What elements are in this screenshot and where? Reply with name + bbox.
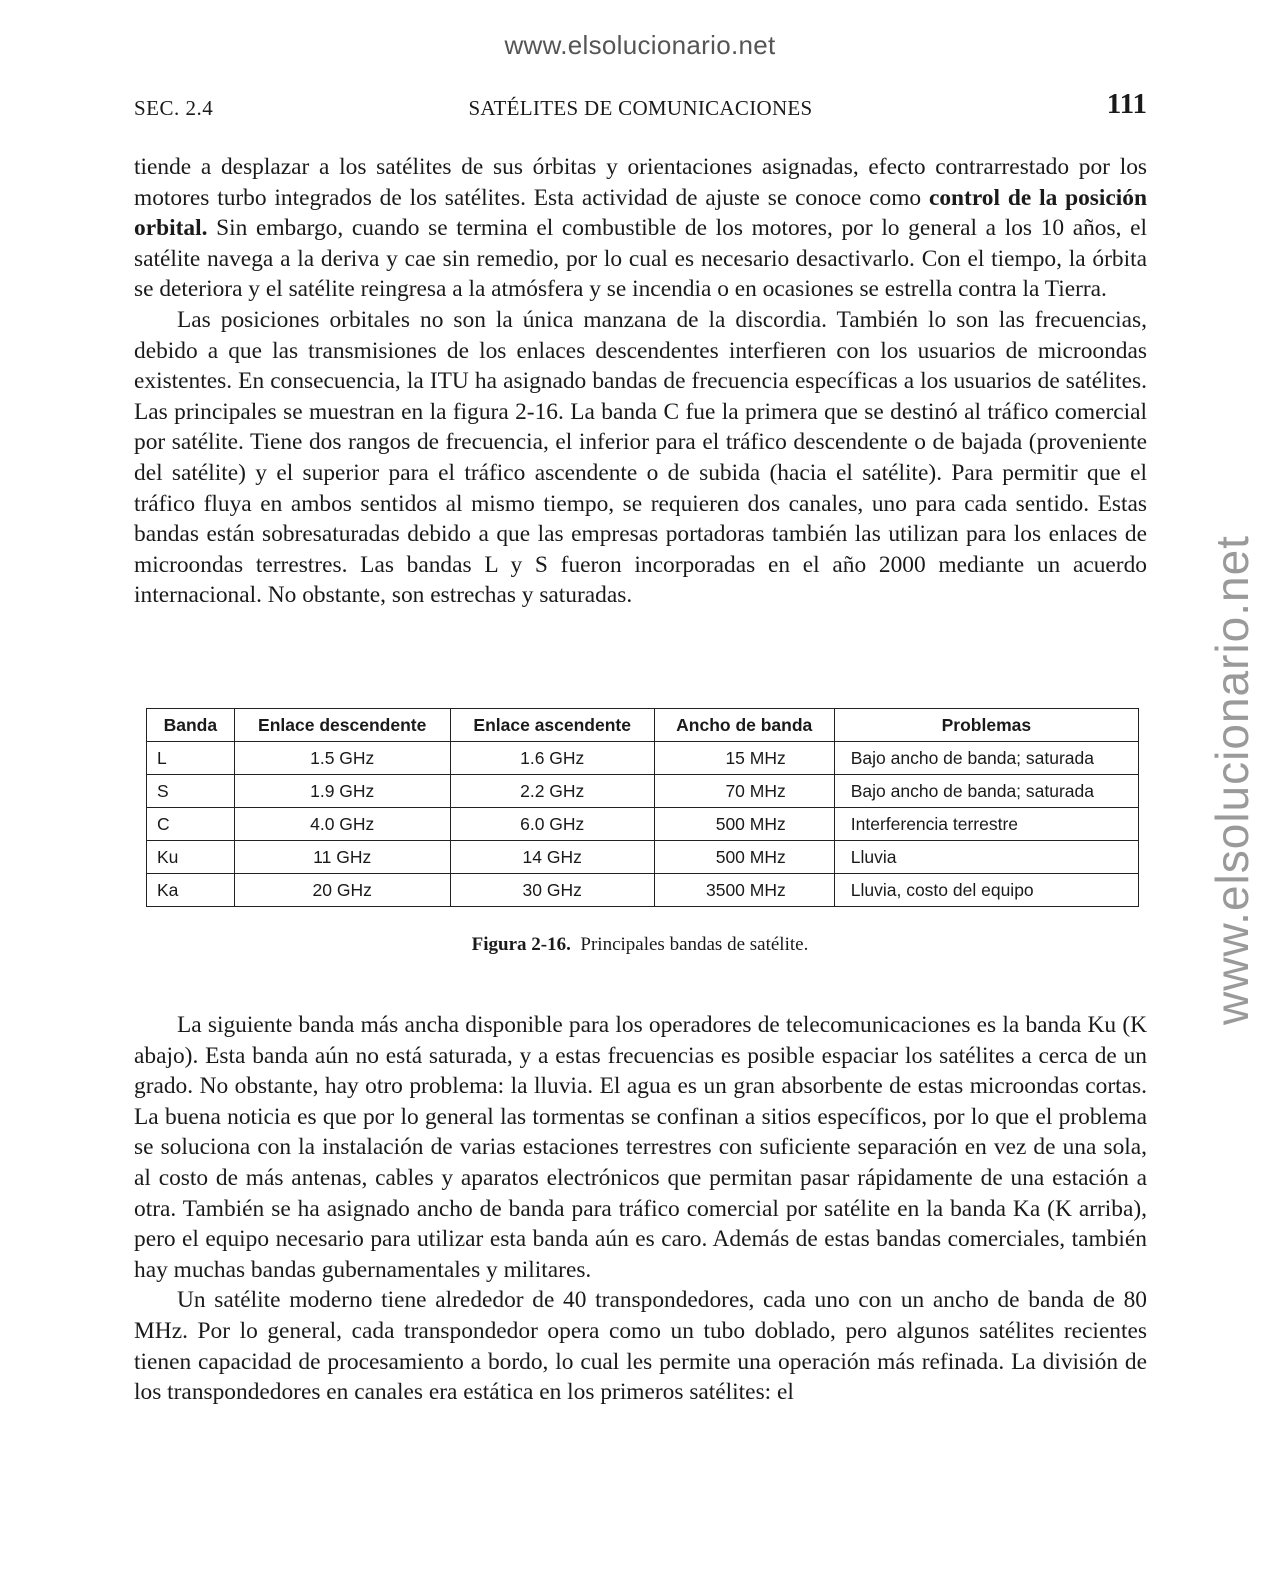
cell-uplink: 14 GHz <box>450 841 654 874</box>
cell-problems: Bajo ancho de banda; saturada <box>834 775 1138 808</box>
table-row <box>147 808 1139 841</box>
cell-band: S <box>147 775 235 808</box>
cell-downlink: 20 GHz <box>234 874 450 907</box>
cell-uplink: 6.0 GHz <box>450 808 654 841</box>
satellite-bands-table <box>146 708 1139 907</box>
cell-bandwidth: 500 MHz <box>654 808 834 841</box>
page-header <box>134 88 1147 128</box>
cell-uplink: 2.2 GHz <box>450 775 654 808</box>
header-problems: Problemas <box>834 709 1138 742</box>
text-block-top <box>134 152 1147 611</box>
table-row <box>147 841 1139 874</box>
cell-downlink: 1.5 GHz <box>234 742 450 775</box>
table-row <box>147 742 1139 775</box>
cell-band: L <box>147 742 235 775</box>
table-row <box>147 775 1139 808</box>
figure-label: Figura 2-16. <box>471 934 571 955</box>
cell-bandwidth: 500 MHz <box>654 841 834 874</box>
cell-bandwidth: 70 MHz <box>654 775 834 808</box>
figure-caption-text: Principales bandas de satélite. <box>580 934 809 955</box>
watermark-side: www.elsolucionario.net <box>1206 535 1258 1025</box>
cell-downlink: 11 GHz <box>234 841 450 874</box>
table-row <box>147 874 1139 907</box>
paragraph-4: Un satélite moderno tiene alrededor de 40 transpondedores, cada uno con un ancho de banda de 80 MHz. Por lo general, cada transpondedor opera como un tubo doblado, pero algunos satélites recientes tienen capacidad de procesamiento a bordo, lo cual les permite una operación más refinada. La división de los transpondedores en canales era estática en los primeros satélites: el <box>134 1287 1147 1406</box>
header-downlink: Enlace descendente <box>234 709 450 742</box>
cell-downlink: 1.9 GHz <box>234 775 450 808</box>
table-header-row <box>147 709 1139 742</box>
watermark-top: www.elsolucionario.net <box>504 30 776 60</box>
cell-downlink: 4.0 GHz <box>234 808 450 841</box>
cell-band: Ku <box>147 841 235 874</box>
cell-bandwidth: 15 MHz <box>654 742 834 775</box>
cell-problems: Lluvia <box>834 841 1138 874</box>
paragraph-1-bold-term: control de la posición orbital. <box>134 184 1147 242</box>
running-title: SATÉLITES DE COMUNICACIONES <box>468 96 813 120</box>
paragraph-1-text-a: tiende a desplazar a los satélites de sus órbitas y orientaciones asignadas, efecto contrarrestado por los motores turbo integrados de los satélites. Esta actividad de ajuste se conoce como <box>134 154 1147 211</box>
header-uplink: Enlace ascendente <box>450 709 654 742</box>
paragraph-1-text-b: Sin embargo, cuando se termina el combustible de los motores, por lo general a los 10 años, el satélite navega a la deriva y cae sin remedio, por lo cual es necesario desactivarlo. Con el tiempo, la órbita se deteriora y el satélite reingresa a la atmósfera y se incendia o en ocasiones se estrella contra la Tierra. <box>134 215 1147 303</box>
header-band: Banda <box>147 709 235 742</box>
cell-band: Ka <box>147 874 235 907</box>
paragraph-1 <box>134 152 1147 305</box>
text-block-bottom <box>134 1010 1147 1408</box>
header-bandwidth: Ancho de banda <box>654 709 834 742</box>
paragraph-3: La siguiente banda más ancha disponible para los operadores de telecomunicaciones es la banda Ku (K abajo). Esta banda aún no está saturada, y a estas frecuencias es posible espaciar los satélites a cerca de un grado. No obstante, hay otro problema: la lluvia. El agua es un gran absorbente de estas microondas cortas. La buena noticia es que por lo general las tormentas se confinan a sitios específicos, por lo que el problema se soluciona con la instalación de varias estaciones terrestres con suficiente separación en vez de una sola, al costo de más antenas, cables y aparatos electrónicos que permitan pasar rápidamente de una estación a otra. También se ha asignado ancho de banda para tráfico comercial por satélite en la banda Ka (K arriba), pero el equipo necesario para utilizar esta banda aún es caro. Además de estas bandas comerciales, también hay muchas bandas gubernamentales y militares. <box>134 1012 1147 1283</box>
cell-uplink: 30 GHz <box>450 874 654 907</box>
cell-problems: Lluvia, costo del equipo <box>834 874 1138 907</box>
cell-bandwidth: 3500 MHz <box>654 874 834 907</box>
cell-problems: Bajo ancho de banda; saturada <box>834 742 1138 775</box>
section-label: SEC. 2.4 <box>134 96 214 120</box>
cell-problems: Interferencia terrestre <box>834 808 1138 841</box>
paragraph-2: Las posiciones orbitales no son la única manzana de la discordia. También lo son las frecuencias, debido a que las transmisiones de los enlaces descendentes interfieren con los usuarios de microondas existentes. En consecuencia, la ITU ha asignado bandas de frecuencia específicas a los usuarios de satélites. Las principales se muestran en la figura 2-16. La banda C fue la primera que se destinó al tráfico comercial por satélite. Tiene dos rangos de frecuencia, el inferior para el tráfico descendente o de bajada (proveniente del satélite) y el superior para el tráfico ascendente o de subida (hacia el satélite). Para permitir que el tráfico fluya en ambos sentidos al mismo tiempo, se requieren dos canales, uno para cada sentido. Estas bandas están sobresaturadas debido a que las empresas portadoras también las utilizan para los enlaces de microondas terrestres. Las bandas L y S fueron incorporadas en el año 2000 mediante un acuerdo internacional. No obstante, son estrechas y saturadas. <box>134 306 1147 609</box>
cell-band: C <box>147 808 235 841</box>
figure-caption <box>0 934 1280 956</box>
page-number: 111 <box>1106 88 1147 120</box>
cell-uplink: 1.6 GHz <box>450 742 654 775</box>
